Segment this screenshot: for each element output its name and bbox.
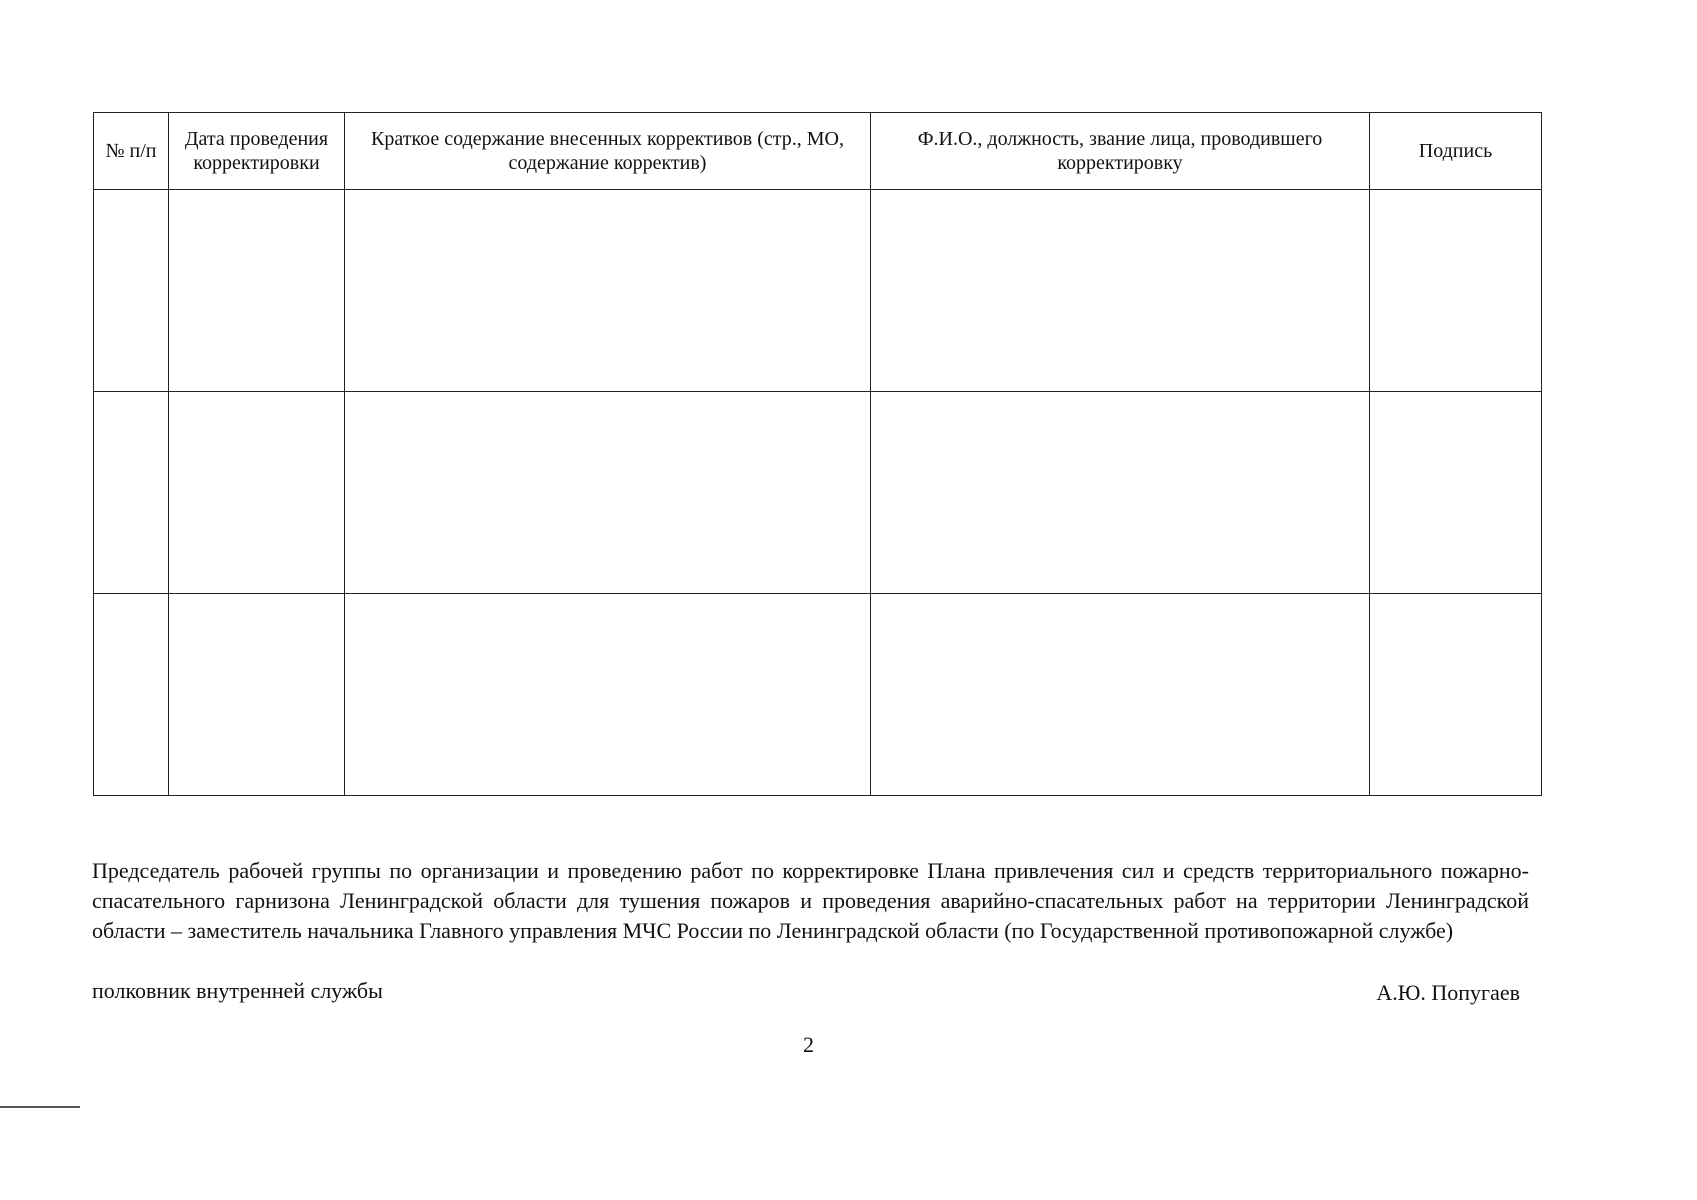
header-number: № п/п <box>94 113 169 190</box>
table-cell <box>94 190 169 392</box>
signatory-name: А.Ю. Попугаев <box>1376 980 1520 1005</box>
table-cell <box>345 392 871 594</box>
signatory-rank: полковник внутренней службы <box>92 978 383 1003</box>
table-cell <box>345 594 871 796</box>
signatory-title: Председатель рабочей группы по организации и проведению работ по корректировке Плана привлечения сил и средств территориального пожарно-спасательного гарнизона Ленинградской области для тушения пожаров и проведения аварийно-спасательных работ на территории Ленинградской области – заместитель начальника Главного управления МЧС России по Ленинградской области (по Государственной противопожарной службе) <box>92 858 1529 943</box>
header-content: Краткое содержание внесенных коррективов (стр., МО, содержание корректив) <box>345 113 871 190</box>
page-number: 2 <box>803 1032 814 1057</box>
table-cell <box>94 392 169 594</box>
table-row <box>94 190 1542 392</box>
header-signature: Подпись <box>1370 113 1542 190</box>
table-cell <box>345 190 871 392</box>
table-cell <box>169 190 345 392</box>
table-cell <box>94 594 169 796</box>
table-cell <box>169 594 345 796</box>
table-header-row <box>94 113 1542 190</box>
header-date: Дата проведения корректировки <box>169 113 345 190</box>
table-cell <box>871 190 1370 392</box>
table-cell <box>871 594 1370 796</box>
table-cell <box>1370 392 1542 594</box>
table-cell <box>169 392 345 594</box>
header-person: Ф.И.О., должность, звание лица, проводившего корректировку <box>871 113 1370 190</box>
table-cell <box>1370 594 1542 796</box>
table-row <box>94 594 1542 796</box>
corrections-table <box>93 112 1542 796</box>
table-row <box>94 392 1542 594</box>
scan-artifact <box>0 1106 80 1108</box>
table-cell <box>1370 190 1542 392</box>
table-cell <box>871 392 1370 594</box>
